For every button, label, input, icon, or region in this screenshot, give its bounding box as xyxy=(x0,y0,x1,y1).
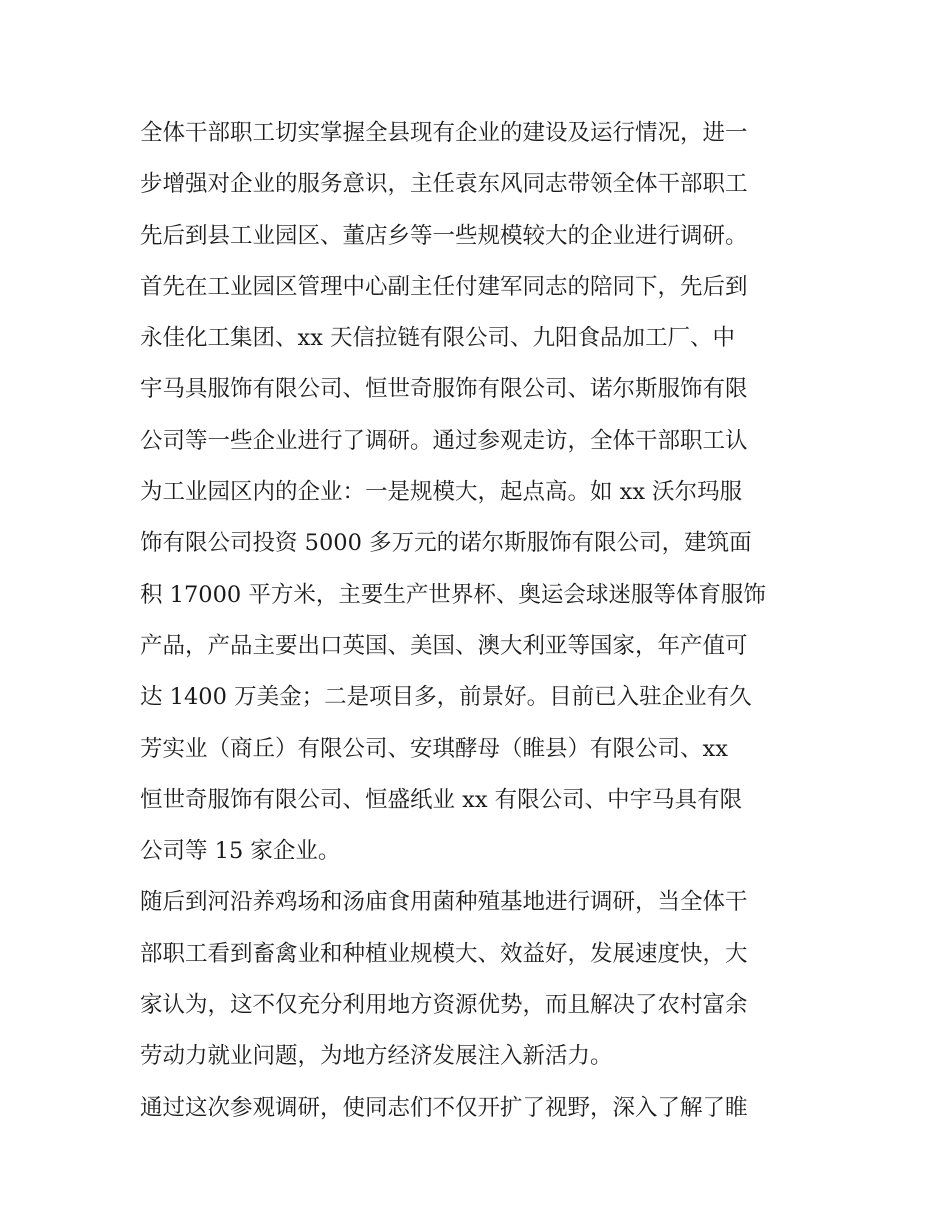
text-line: 公司等一些企业进行了调研。通过参观走访，全体干部职工认 xyxy=(140,427,748,454)
text-line: 随后到河沿养鸡场和汤庙食用菌种殖基地进行调研，当全体干 xyxy=(140,889,748,916)
text-line: 宇马具服饰有限公司、恒世奇服饰有限公司、诺尔斯服饰有限 xyxy=(140,376,748,403)
text-line: 首先在工业园区管理中心副主任付建军同志的陪同下，先后到 xyxy=(140,273,748,300)
text-line: 达 1400 万美金；二是项目多，前景好。目前已入驻企业有久 xyxy=(140,684,752,711)
text-line: 恒世奇服饰有限公司、恒盛纸业 xx 有限公司、中宇马具有限 xyxy=(140,786,743,813)
text-line: 产品，产品主要出口英国、美国、澳大利亚等国家，年产值可 xyxy=(140,632,748,659)
text-line: 步增强对企业的服务意识，主任袁东风同志带领全体干部职工 xyxy=(140,171,748,198)
text-line: 家认为，这不仅充分利用地方资源优势，而且解决了农村富余 xyxy=(140,992,748,1019)
text-line: 芳实业（商丘）有限公司、安琪酵母（睢县）有限公司、xx xyxy=(140,735,728,762)
body-text xyxy=(140,108,820,1134)
text-line: 饰有限公司投资 5000 多万元的诺尔斯服饰有限公司，建筑面 xyxy=(140,530,752,557)
text-line: 劳动力就业问题，为地方经济发展注入新活力。 xyxy=(140,1043,613,1070)
text-line: 积 17000 平方米，主要生产世界杯、奥运会球迷服等体育服饰 xyxy=(140,581,766,608)
text-line: 先后到县工业园区、董店乡等一些规模较大的企业进行调研。 xyxy=(140,222,748,249)
text-line: 部职工看到畜禽业和种植业规模大、效益好，发展速度快，大 xyxy=(140,940,748,967)
text-line: 为工业园区内的企业：一是规模大，起点高。如 xx 沃尔玛服 xyxy=(140,479,743,506)
text-line: 公司等 15 家企业。 xyxy=(140,838,341,865)
text-line: 通过这次参观调研，使同志们不仅开扩了视野，深入了解了睢 xyxy=(140,1094,748,1121)
text-line: 全体干部职工切实掌握全县现有企业的建设及运行情况，进一 xyxy=(140,120,748,146)
text-line: 永佳化工集团、xx 天信拉链有限公司、九阳食品加工厂、中 xyxy=(140,325,736,352)
